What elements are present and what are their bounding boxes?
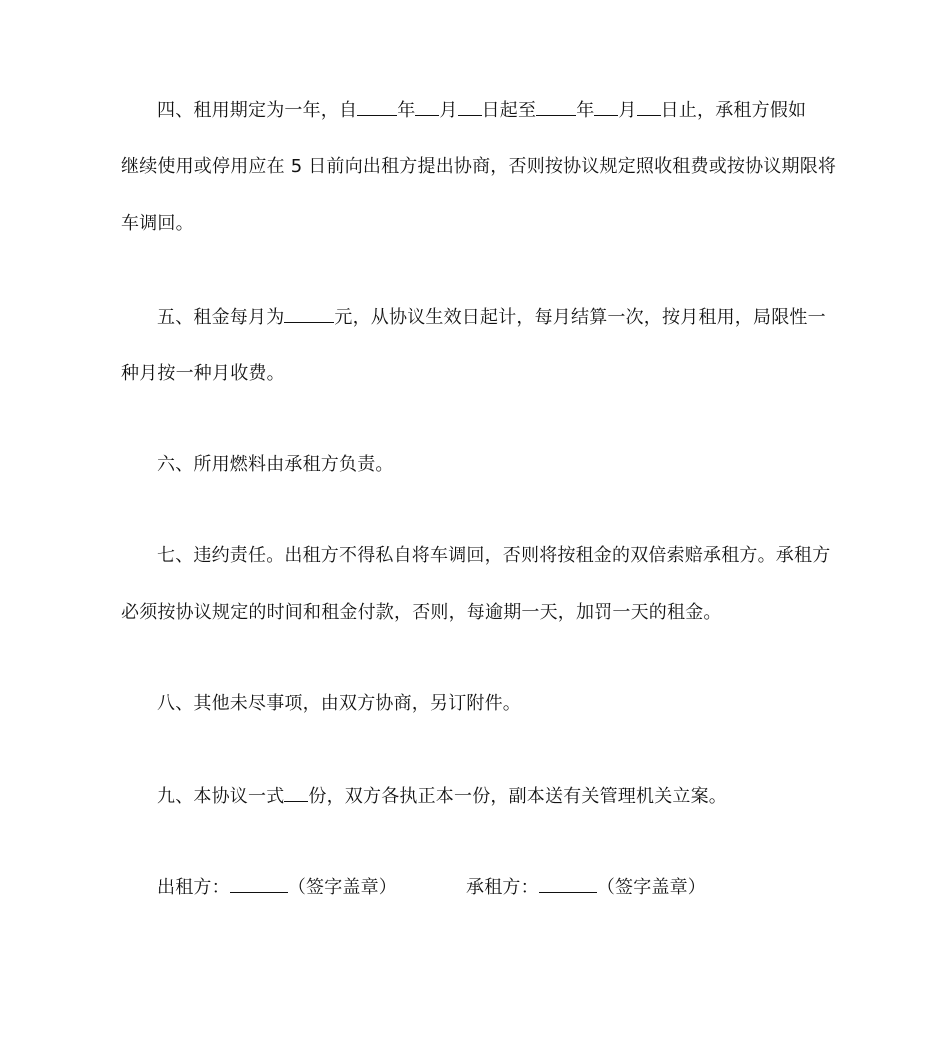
- clause-4-text: 月: [439, 100, 458, 121]
- blank-field: [458, 97, 482, 116]
- lessee-signature-line: [466, 874, 706, 900]
- clause-9-text: 份，双方各执正本一份，副本送有关管理机关立案。: [308, 786, 728, 807]
- clause-5-line-2: 种月按一种月收费。: [121, 363, 285, 384]
- blank-field: [357, 97, 397, 116]
- clause-4-text: 四、租用期定为一年，自: [157, 100, 358, 121]
- clause-8-line-1: 八、其他未尽事项，由双方协商，另订附件。: [157, 693, 521, 714]
- lessee-signature-blank: [539, 874, 597, 893]
- clause-5-line-1: [157, 304, 826, 330]
- lessee-label: 承租方：: [466, 877, 539, 898]
- clause-4-line-2: 继续使用或停用应在 5 日前向出租方提出协商，否则按协议规定照收租费或按协议期限将: [121, 156, 837, 177]
- clause-4-text: 年: [576, 100, 595, 121]
- blank-field: [284, 783, 308, 802]
- blank-field: [415, 97, 439, 116]
- clause-9-text: 九、本协议一式: [157, 786, 285, 807]
- clause-4-text: 日起至: [481, 100, 537, 121]
- clause-5-text: 元，从协议生效日起计，每月结算一次，按月租用，局限性一: [334, 307, 826, 328]
- clause-5-text: 五、租金每月为: [157, 307, 285, 328]
- lessee-note: （签字盖章）: [596, 877, 707, 898]
- clause-4-text: 年: [397, 100, 416, 121]
- clause-4-text: 日止，承租方假如: [660, 100, 807, 121]
- lessor-signature-blank: [230, 874, 288, 893]
- clause-4-line-3: 车调回。: [121, 213, 194, 234]
- clause-4-line-1: [157, 97, 806, 123]
- blank-field: [637, 97, 661, 116]
- clause-6-line-1: 六、所用燃料由承租方负责。: [157, 454, 394, 475]
- lessor-signature-line: [157, 874, 397, 900]
- blank-field: [594, 97, 618, 116]
- lessor-note: （签字盖章）: [287, 877, 398, 898]
- clause-4-text: 月: [618, 100, 637, 121]
- clause-9-line-1: [157, 783, 727, 809]
- blank-field: [284, 304, 334, 323]
- clause-7-line-2: 必须按协议规定的时间和租金付款，否则，每逾期一天，加罚一天的租金。: [121, 602, 722, 623]
- lessor-label: 出租方：: [157, 877, 230, 898]
- clause-7-line-1: 七、违约责任。出租方不得私自将车调回，否则将按租金的双倍索赔承租方。承租方: [157, 545, 831, 566]
- blank-field: [536, 97, 576, 116]
